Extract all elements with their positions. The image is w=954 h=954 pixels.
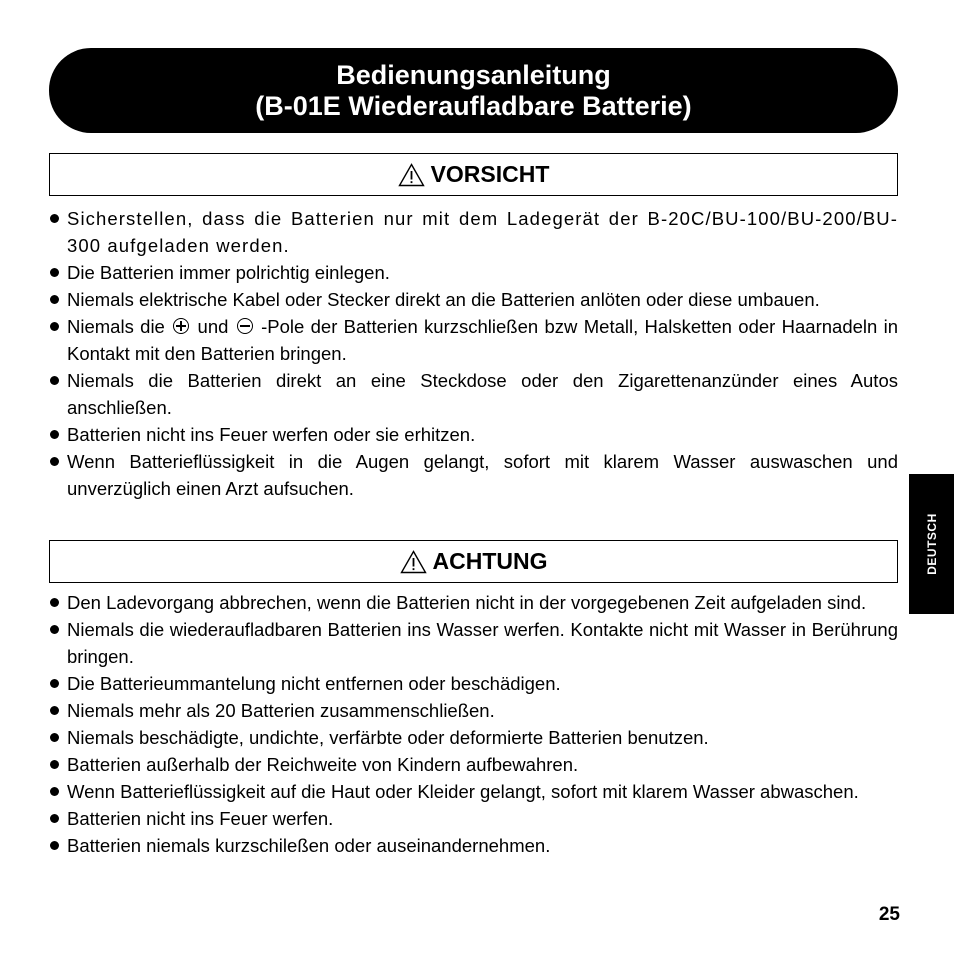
page-number: 25 bbox=[878, 904, 900, 925]
list-item: Niemals die Batterien direkt an eine Steckdose oder den Zigarettenanzünder eines Autos anschließen. bbox=[49, 367, 898, 421]
list-item: Batterien außerhalb der Reichweite von Kindern aufbewahren. bbox=[49, 751, 898, 778]
list-item: Den Ladevorgang abbrechen, wenn die Batterien nicht in der vorgegebenen Zeit aufgeladen sind. bbox=[49, 589, 898, 616]
list-item-text-pre: Niemals die bbox=[67, 316, 165, 337]
list-item: Niemals beschädigte, undichte, verfärbte oder deformierte Batterien benutzen. bbox=[49, 724, 898, 751]
plus-pole-icon bbox=[173, 318, 189, 334]
list-item: Batterien nicht ins Feuer werfen. bbox=[49, 805, 898, 832]
list-item: Sicherstellen, dass die Batterien nur mit dem Ladegerät der B-20C/BU-100/BU-200/BU-300 aufgeladen werden. bbox=[49, 205, 898, 259]
list-item: Niemals die wiederaufladbaren Batterien ins Wasser werfen. Kontakte nicht mit Wasser in Berührung bringen. bbox=[49, 616, 898, 670]
list-item bbox=[49, 313, 898, 367]
list-item: Wenn Batterieflüssigkeit in die Augen gelangt, sofort mit klarem Wasser auswaschen und unverzüglich einen Arzt aufsuchen. bbox=[49, 448, 898, 502]
minus-pole-icon bbox=[237, 318, 253, 334]
title-line-2: (B-01E Wiederaufladbare Batterie) bbox=[255, 90, 692, 121]
language-side-tab bbox=[909, 474, 954, 614]
list-item-text-post: -Pole der Batterien kurzschließen bzw Metall, Halsketten oder Haarnadeln in Kontakt mit den Batterien bringen. bbox=[67, 316, 899, 364]
warning-triangle-icon bbox=[400, 550, 427, 574]
warning-triangle-icon bbox=[398, 163, 425, 187]
list-item: Niemals elektrische Kabel oder Stecker direkt an die Batterien anlöten oder diese umbauen. bbox=[49, 286, 898, 313]
title-line-1: Bedienungsanleitung bbox=[336, 59, 611, 90]
vorsicht-list bbox=[49, 205, 898, 502]
list-item: Wenn Batterieflüssigkeit auf die Haut oder Kleider gelangt, sofort mit klarem Wasser abwaschen. bbox=[49, 778, 898, 805]
list-item-text-mid: und bbox=[197, 316, 229, 337]
title-banner bbox=[49, 48, 898, 133]
list-item: Batterien nicht ins Feuer werfen oder sie erhitzen. bbox=[49, 421, 898, 448]
achtung-heading: ACHTUNG bbox=[432, 548, 548, 574]
language-label: DEUTSCH bbox=[924, 513, 939, 575]
vorsicht-heading: VORSICHT bbox=[430, 161, 550, 187]
achtung-heading-box bbox=[49, 540, 898, 583]
list-item: Die Batterien immer polrichtig einlegen. bbox=[49, 259, 898, 286]
achtung-list bbox=[49, 589, 898, 859]
vorsicht-heading-box bbox=[49, 153, 898, 196]
list-item: Batterien niemals kurzschileßen oder auseinandernehmen. bbox=[49, 832, 898, 859]
list-item: Niemals mehr als 20 Batterien zusammenschließen. bbox=[49, 697, 898, 724]
list-item: Die Batterieummantelung nicht entfernen oder beschädigen. bbox=[49, 670, 898, 697]
